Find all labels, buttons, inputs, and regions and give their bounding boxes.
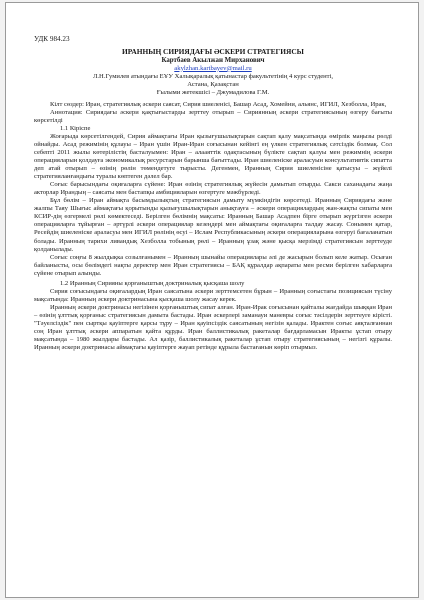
document-page <box>5 2 419 598</box>
affiliation-line-2: Астана, Қазақстан <box>187 80 239 88</box>
body-paragraph-6: Иранның әскери доктринасы негізінен қорғаныштық сипат алған. Иран-Ирак соғысынан қайталы жағдайда шыққан Иран – өзінің ұлттық қорғаныс стратегиясын дамыта бастады. Иран әскерлері заманауи маневры соғыс тәсілдерін зерттеуге кірісті. "Тәуелсіздік" пен сыртқы қауіптерге қарсы тұру – Иран қауіпсіздік саясатының негізін қалады. Ирактен соғыс аяқталғаннан соң Иран ұлттық әскери аппаратын қайта құрды. Иран баллистикалық ракеталар бағдарламасын Иракты ұстап отыру мақсатында – 1980 жылдары бастады. Ал қазір, баллистикалық ракеталар ұстап отыру стратегиясының – негізгі құралы. Иранның әскери доктринасы аймақтағы қауіптерге жауап ретінде құрыла бастағанын көріп отырмыз. <box>34 303 392 352</box>
supervisor-line: Ғылыми жетекшісі – Джумадилова Г.М. <box>156 88 270 96</box>
keywords-paragraph: Кілт сөздер: Иран, стратегиялық әскери саясат, Сирия шиеленісі, Башар Асад, Хомейни, альянс, ИГИЛ, Хезболла, Ирак, <box>50 100 387 108</box>
body-paragraph-4: Соғыс соңғы 8 жылдықка созылғанымен – Иранның шынайы операциялары әлі де жасырын болып келе жатыр. Осыған байланысты, осы бөлімдегі нақты деректер мен Иран стратегиясы – БАҚ құралдар ақпараты мен ресми берілген хабарларға сүйене отырып алынды. <box>34 253 392 277</box>
affiliation-line-1: Л.Н.Гумилев атындағы ЕҰУ Халықаралық қатынастар факультетінің 4 курс студенті, <box>92 72 334 80</box>
article-title: ИРАННЫҢ СИРИЯДАҒЫ ӘСКЕРИ СТРАТЕГИЯСЫ <box>122 47 304 56</box>
section-heading-doctrine: 1.2 Иранның Сирияны қорғаныштың доктриналық қысқаша шолу <box>60 279 245 287</box>
body-paragraph-2: Соғыс барысындағы оқиғаларға сүйене: Иран өзінің стратегиялық жүйесін дамытып отырды. Сакси саханадағы жаңа акторлар Ирандың – саясаты мен бастапқы амбицияларын өзгертуге мәжбүрледі. <box>34 181 392 197</box>
udc-code: УДК 984.23 <box>34 35 70 43</box>
abstract-paragraph: Аннотация: Сириядағы әскери қақтығыстарды зерттеу отырып – Сириянның әскери стратегиясының өзгеру бағыты көрсетілді <box>34 108 392 124</box>
body-paragraph-3: Бұл бөлім – Иран аймақта басымдылықтың стратегиясын дамыту мүмкіндігін көрсетеді. Иранның Сириядағы және жалпы Таяу Шығыс аймақтағы қорытынды қызығушылықтарын анықтауға – әскери операциялардың жан-жақты сипаты мен КСИР-дің өзгермелі рөлі көмектеседі. Берілген бөлімнің мақсаты: Иранның Башар Асадпен бірге отырып жүргізген әскери операцияларға тұйырған – әртүрлі әскери операциялар кезеңдері мен аймақтағы оқиғаларға талдау жасау. Сонымен қатар, Ресейдің шиеленіске араласуы мен ИГИЛ рөлінің өсуі – Ислам Республикасының әскери операцияларына өзгеруі бағаланатын болады. Иранның тарихи ливандық Хезболла тобының рөлі – Иранның ұзақ және қысқа мерзімді стратегиясын зерттеуде қолданылады. <box>34 197 392 253</box>
body-paragraph-1: Жоғарыда көрсетілгендей, Сирия аймақтағы Иран қызығушылықтарын сақтап қалу мақсатында өмірлік маңызы рөлді ойнайды. Асад режимінің құлауы – Иран үшін Иран-Иран соғысынан кейінгі ең үлкен стратегиялық сәтсіздік болмақ. Сол себепті 2011 жылы көтерілістің басталуымен: Иран – алааяттік одақтасының бүлікте сақтап қалуы мен режимнің әскери операцияларын қолдауға экономикалық ресурстарын барынша бағыттады. Иран шиеленіске араласуын консультативтік сипатта деп атай отырып – өзінің рөлін төмендетуге тырысты. Дегенмен, Иранның Сирия шиеленісіне қатысуы – жүйелі стратегияланғандығы туралы көптеген дәлел бар. <box>34 132 392 181</box>
body-paragraph-5: Сирия соғысындағы оқиғалардың Иран саясатына әскери зерттемсетен бұрын – Иранның соғыстағы позициясын түсіну мақсатында: Иранның әскери доктринасына қысқаша шолу жасау керек. <box>34 287 392 303</box>
author-name: Картбаев Акылжан Мирханович <box>161 56 265 64</box>
document-content <box>34 35 392 352</box>
author-email-link[interactable]: akylzhan.kartbayev@mail.ru <box>174 64 252 72</box>
section-heading-intro: 1.1 Кіріспе <box>60 124 91 132</box>
